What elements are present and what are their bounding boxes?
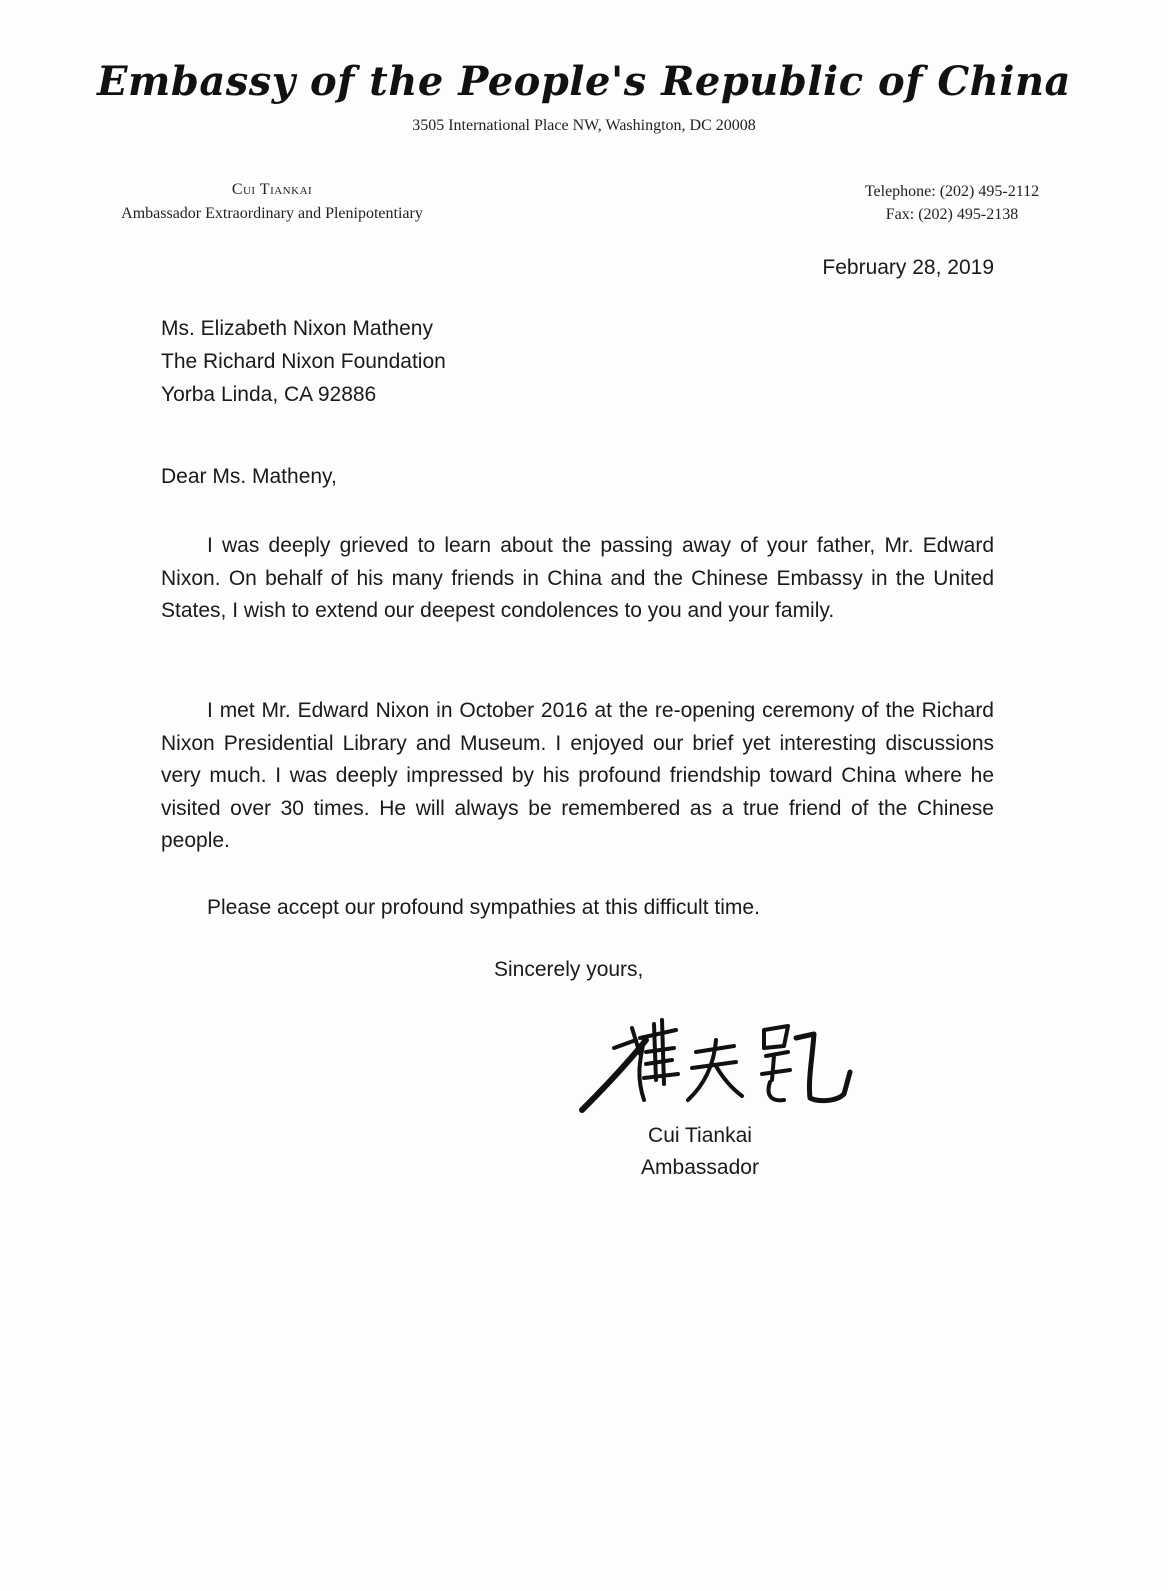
body-paragraph: Please accept our profound sympathies at this difficult time. [207, 896, 760, 919]
body-paragraph: I met Mr. Edward Nixon in October 2016 at the re-opening ceremony of the Richard Nixon Presidential Library and Museum. I enjoyed our brief yet interesting discussions very much. I was deeply impressed by his profound friendship toward China where he visited over 30 times. He will always be remembered as a true friend of the Chinese people. [161, 699, 994, 852]
fax: Fax: (202) 495-2138 [885, 206, 1019, 223]
telephone: Telephone: (202) 495-2112 [864, 183, 1040, 200]
letterhead-title: Embassy of the People's Republic of China [97, 58, 1071, 105]
signatory-title: Ambassador [641, 1156, 759, 1179]
letterhead-address: 3505 International Place NW, Washington, DC 20008 [412, 117, 756, 134]
sender-name: Cui Tiankai [231, 181, 313, 198]
recipient-line: Ms. Elizabeth Nixon Matheny [161, 317, 433, 340]
signatory-name: Cui Tiankai [648, 1124, 752, 1147]
sender-title: Ambassador Extraordinary and Plenipotentiary [121, 205, 423, 222]
signatory-block [600, 1120, 800, 1184]
body-paragraph: I was deeply grieved to learn about the passing away of your father, Mr. Edward Nixon. On behalf of his many friends in China and the Chinese Embassy in the United States, I wish to extend our deepest condolences to you and your family. [161, 534, 994, 622]
recipient-line: The Richard Nixon Foundation [161, 350, 446, 373]
letter-date: February 28, 2019 [822, 256, 994, 279]
recipient-line: Yorba Linda, CA 92886 [161, 383, 377, 406]
contact-block [830, 180, 1074, 226]
recipient-address [161, 312, 446, 411]
salutation: Dear Ms. Matheny, [161, 465, 337, 488]
closing: Sincerely yours, [494, 958, 644, 981]
handwritten-signature [574, 1010, 874, 1120]
sender-block [96, 178, 448, 226]
